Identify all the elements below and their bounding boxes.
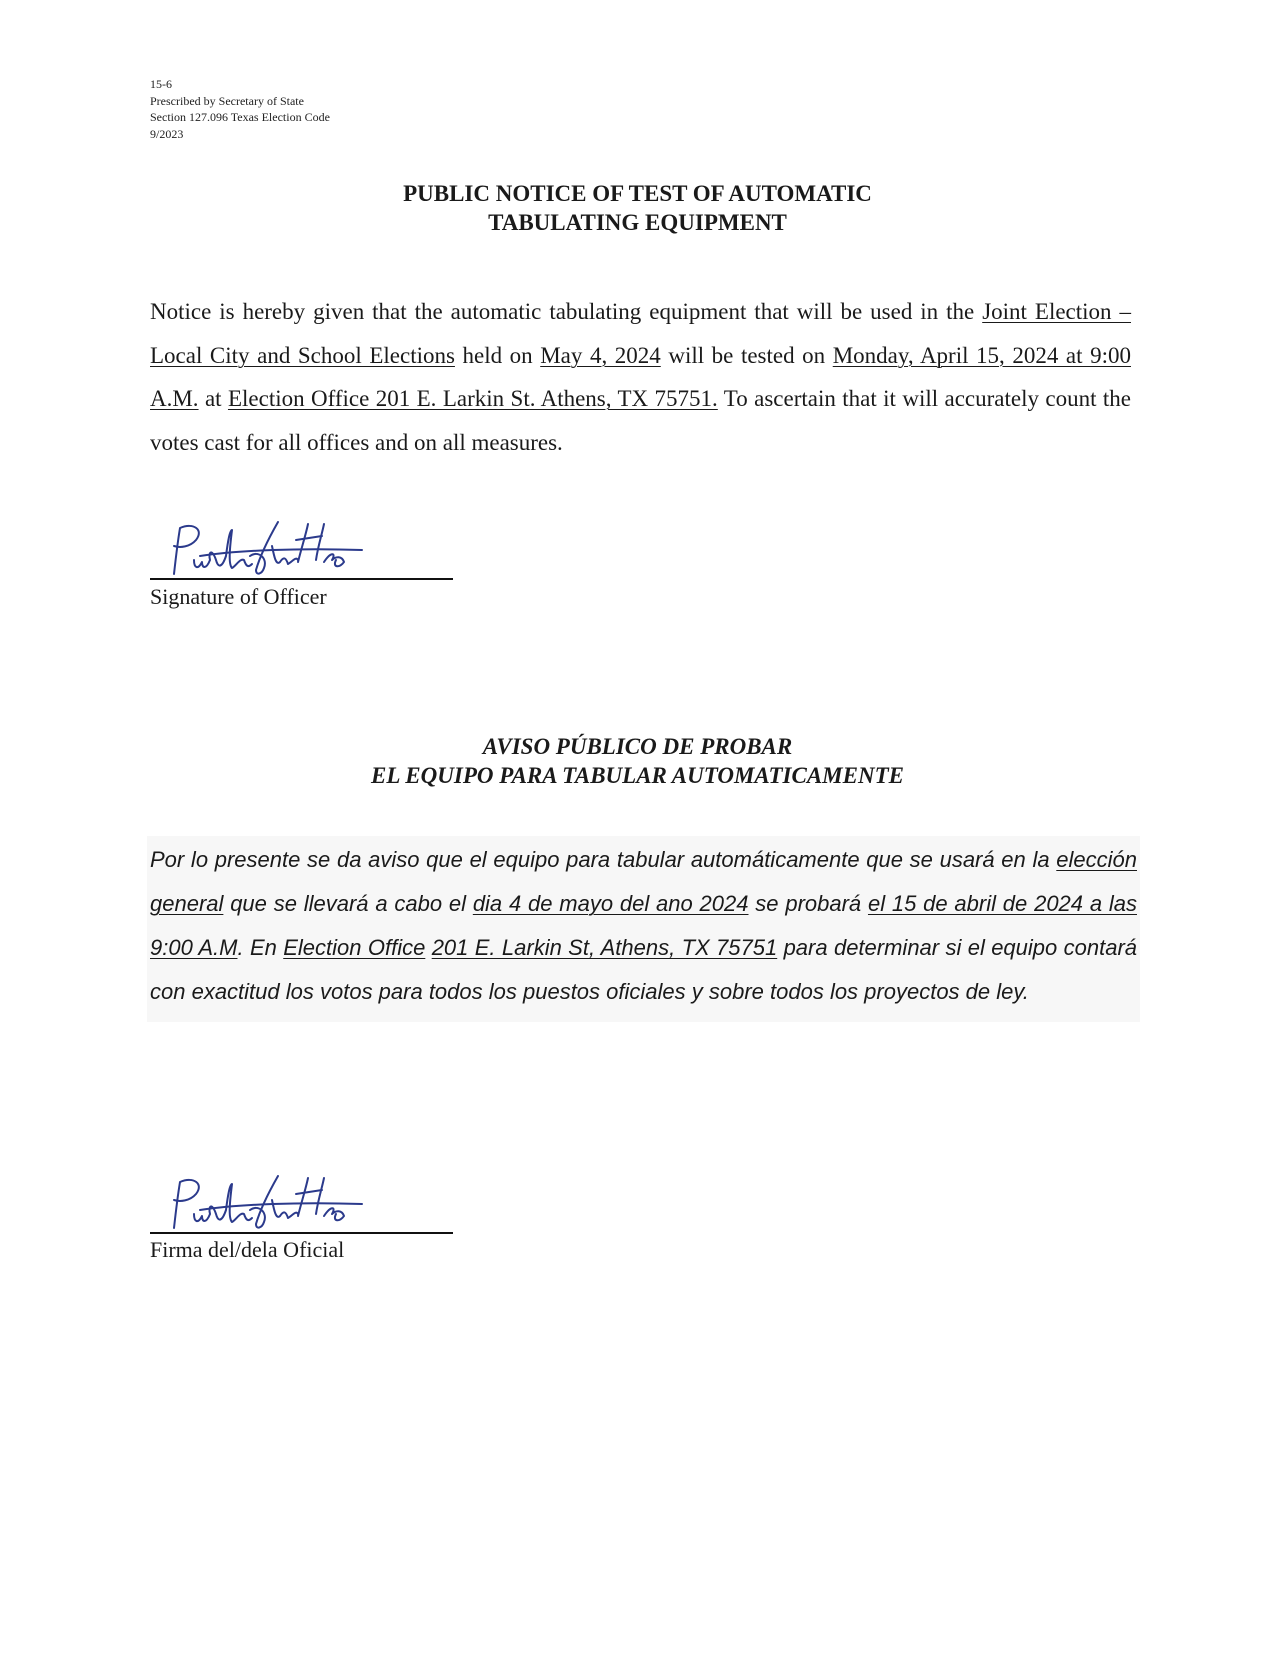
spanish-notice-paragraph (147, 836, 1140, 1022)
english-location: Election Office 201 E. Larkin St. Athens, TX 75751. (227, 386, 718, 411)
english-title-line2: TABULATING EQUIPMENT (488, 210, 787, 235)
english-title (0, 179, 1275, 237)
spanish-text-4: . En (237, 935, 284, 960)
spanish-text-1: Por lo presente se da aviso que el equipo para tabular automáticamente que se usará en la (150, 847, 1057, 872)
spanish-text-2: que se llevará a cabo el (223, 891, 473, 916)
prescribed-by: Prescribed by Secretary of State (150, 93, 304, 108)
spanish-signature-line (150, 1170, 453, 1234)
spanish-signature-label: Firma del/dela Oficial (150, 1237, 345, 1262)
english-text-2: held on (454, 342, 541, 368)
spanish-location-address: 201 E. Larkin St, Athens, TX 75751 (431, 935, 778, 960)
english-notice-paragraph (150, 290, 1131, 464)
english-election-date: May 4, 2024 (540, 342, 661, 368)
spanish-election-date: dia 4 de mayo del ano 2024 (472, 891, 749, 916)
spanish-title (0, 732, 1275, 790)
spanish-title-line2: EL EQUIPO PARA TABULAR AUTOMATICAMENTE (371, 763, 904, 788)
english-test-datetime: Monday, April 15, 2024 at 9:00 A.M. (150, 342, 1131, 411)
spanish-title-line1: AVISO PÚBLICO DE PROBAR (482, 734, 793, 759)
spanish-location-office: Election Office (283, 935, 426, 960)
english-text-4: at (198, 386, 228, 411)
english-signature-label: Signature of Officer (150, 584, 327, 609)
code-section: Section 127.096 Texas Election Code (150, 110, 330, 124)
english-signature-image (160, 516, 370, 582)
english-signature-line (150, 516, 453, 580)
english-title-line1: PUBLIC NOTICE OF TEST OF AUTOMATIC (403, 181, 872, 206)
english-election-name: Joint Election – Local City and School Elections (150, 299, 1131, 368)
english-text-3: will be tested on (660, 342, 833, 368)
form-date: 9/2023 (150, 126, 184, 141)
spanish-text-5: para determinar si el equipo contará con exactitud los votos para todos los puestos oficiales y sobre todos los proyectos de ley. (150, 935, 1138, 1004)
spanish-text-3: se probará (748, 891, 868, 916)
spanish-test-datetime: el 15 de abril de 2024 a las 9:00 A.M (150, 891, 1137, 960)
spanish-signature-image (160, 1170, 370, 1236)
form-header (150, 76, 330, 142)
form-number: 15-6 (150, 77, 172, 91)
spanish-election-name: elección general (150, 847, 1137, 916)
english-text-5: To ascertain that it will accurately count the votes cast for all offices and on all measures. (150, 386, 1131, 455)
english-text-1: Notice is hereby given that the automatic tabulating equipment that will be used in the (150, 299, 983, 324)
